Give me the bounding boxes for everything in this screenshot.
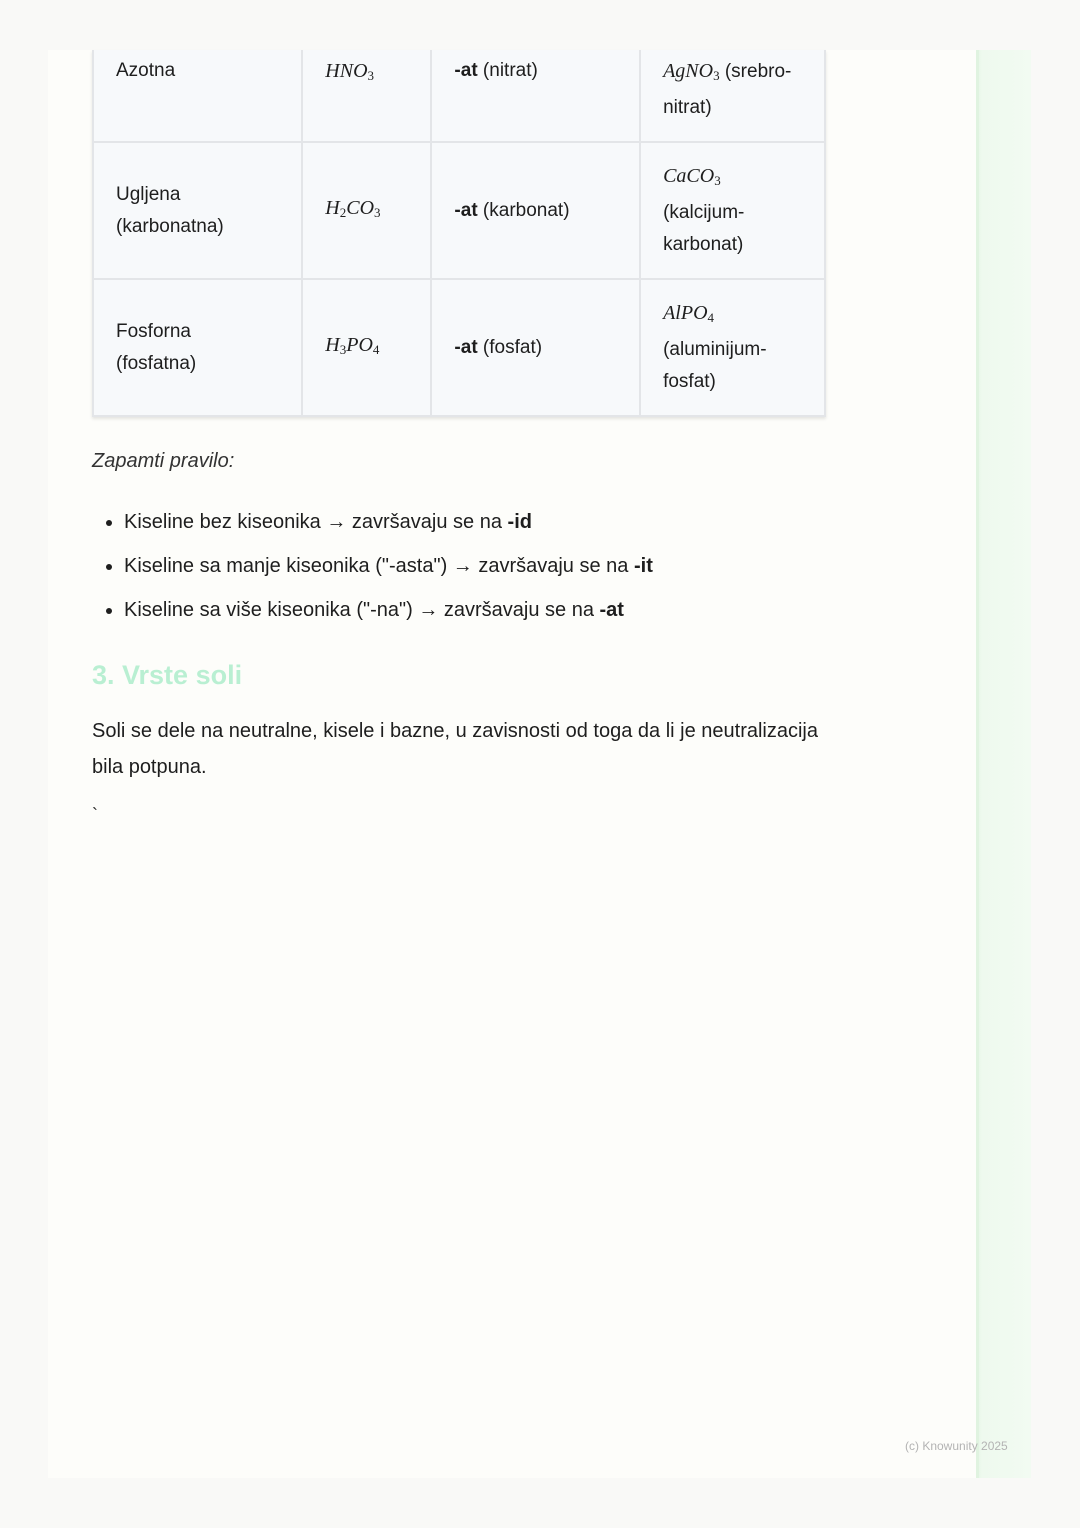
acid-name-cell xyxy=(93,279,302,416)
rules-list xyxy=(92,500,653,632)
salt-example-cell xyxy=(640,279,825,416)
list-item: • Kiseline sa manje kiseonika ("-asta") → završavaju se na -it xyxy=(124,544,653,588)
salt-example-text: nitrat) xyxy=(663,97,712,118)
salt-example-text: (kalcijum- xyxy=(663,202,745,223)
salt-suffix-cell xyxy=(431,142,640,279)
rail-divider xyxy=(976,50,979,1478)
salt-example-text: karbonat) xyxy=(663,234,744,255)
salt-example-formula: AlPO$_4$ xyxy=(663,302,715,325)
salt-example-formula: CaCO$_3$ xyxy=(663,165,721,188)
acid-formula: $HNO_3$ xyxy=(325,60,375,83)
acid-name-alt: (karbonatna) xyxy=(116,215,224,237)
salt-example-text: fosfat) xyxy=(663,371,716,392)
section-heading: 3. Vrste soli xyxy=(92,660,243,690)
salt-example-text: (aluminijum- xyxy=(663,339,767,360)
acid-name-cell xyxy=(93,142,302,279)
salt-suffix: -at xyxy=(454,199,478,221)
table-row xyxy=(93,279,825,416)
acid-name-alt: (fosfatna) xyxy=(116,352,197,374)
salt-example-cell xyxy=(640,142,825,279)
salt-suffix: -at xyxy=(454,336,478,358)
list-item: • Kiseline sa više kiseonika ("-na") → završavaju se na -at xyxy=(124,588,653,632)
copyright-footer: (c) Knowunity 2025 xyxy=(905,1439,1008,1453)
rule-title: Zapamti pravilo: xyxy=(92,450,235,472)
acid-name-cell xyxy=(93,50,302,142)
salt-example-text: (srebro- xyxy=(719,61,792,82)
acid-salt-table xyxy=(92,50,826,417)
list-item: • Kiseline bez kiseonika → završavaju se na -id xyxy=(124,500,653,544)
acid-name: Ugljena xyxy=(116,183,181,205)
section-paragraph: Soli se dele na neutralne, kisele i bazne, u zavisnosti od toga da li je neutralizacija bila potpuna. xyxy=(92,720,818,778)
salt-suffix: -at xyxy=(454,60,478,81)
salt-suffix-name: (karbonat) xyxy=(477,199,570,221)
salt-example-cell xyxy=(640,50,825,142)
right-margin-rail xyxy=(976,50,1031,1478)
acid-formula: $H_3PO_4$ xyxy=(325,334,380,357)
rule-suffix: -at xyxy=(599,599,624,621)
acid-name: Azotna xyxy=(116,60,176,81)
acid-formula-cell xyxy=(302,50,431,142)
stray-mark: ` xyxy=(92,805,98,825)
acid-formula-cell xyxy=(302,142,431,279)
rule-suffix: -it xyxy=(633,555,653,577)
salt-suffix-name: (nitrat) xyxy=(477,60,538,81)
table-row xyxy=(93,50,825,142)
rule-suffix: -id xyxy=(507,511,532,533)
salt-suffix-name: (fosfat) xyxy=(477,336,543,358)
acid-name: Fosforna xyxy=(116,320,191,342)
salt-suffix-cell xyxy=(431,50,640,142)
acid-formula: $H_2CO_3$ xyxy=(325,197,381,220)
acid-formula-cell xyxy=(302,279,431,416)
salt-suffix-cell xyxy=(431,279,640,416)
table-row xyxy=(93,142,825,279)
salt-example-formula: AgNO$_3$ xyxy=(663,60,720,83)
